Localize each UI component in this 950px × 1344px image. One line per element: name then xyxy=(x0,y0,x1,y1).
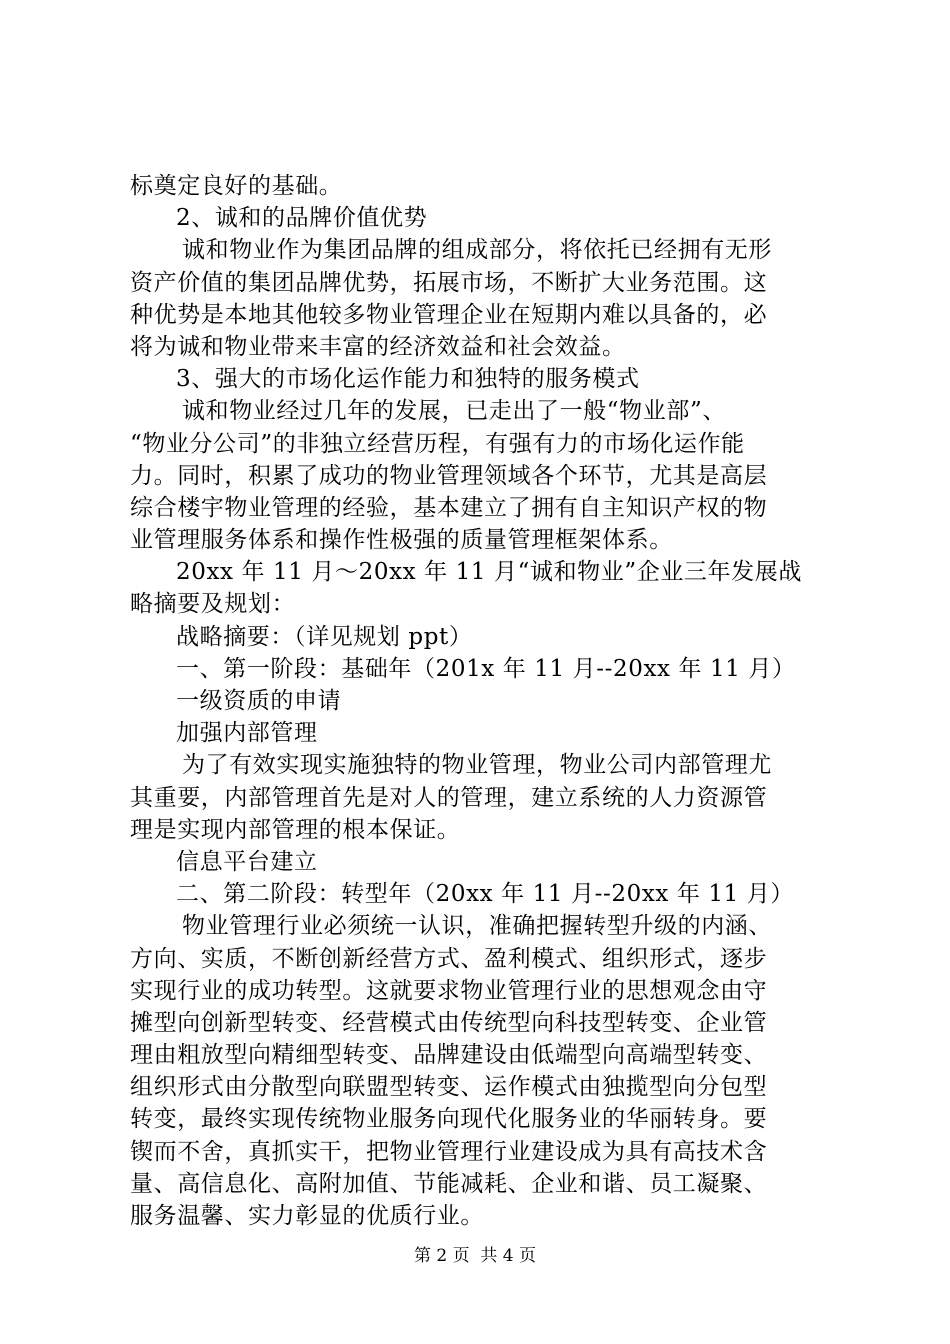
text-line: 资产价值的集团品牌优势，拓展市场，不断扩大业务范围。这 xyxy=(130,269,768,296)
text-line: 组织形式由分散型向联盟型转变、运作模式由独揽型向分包型 xyxy=(130,1074,768,1101)
text-line: 理是实现内部管理的根本保证。 xyxy=(130,816,461,843)
text-line: 力。同时，积累了成功的物业管理领域各个环节，尤其是高层 xyxy=(130,462,768,489)
section-heading: 一、第一阶段：基础年（201x 年 11 月--20xx 年 11 月） xyxy=(176,655,796,682)
text-line: 20xx 年 11 月～20xx 年 11 月“诚和物业”企业三年发展战 xyxy=(176,559,802,586)
text-line: 服务温馨、实力彰显的优质行业。 xyxy=(130,1203,484,1229)
text-line: 理由粗放型向精细型转变、品牌建设由低端型向高端型转变、 xyxy=(130,1042,768,1069)
text-line: “物业分公司”的非独立经营历程，有强有力的市场化运作能 xyxy=(130,430,745,457)
text-line: 信息平台建立 xyxy=(176,848,318,875)
section-heading: 3、强大的市场化运作能力和独特的服务模式 xyxy=(176,366,640,393)
text-line: 诚和物业经过几年的发展，已走出了一般“物业部”、 xyxy=(182,398,726,425)
text-line: 业管理服务体系和操作性极强的质量管理框架体系。 xyxy=(130,527,673,554)
text-line: 为了有效实现实施独特的物业管理，物业公司内部管理尤 xyxy=(182,752,772,779)
text-line: 略摘要及规划： xyxy=(130,591,296,618)
text-line: 实现行业的成功转型。这就要求物业管理行业的思想观念由守 xyxy=(130,977,768,1004)
text-line: 物业管理行业必须统一认识，准确把握转型升级的内涵、 xyxy=(182,913,772,940)
text-line: 其重要，内部管理首先是对人的管理，建立系统的人力资源管 xyxy=(130,784,768,811)
text-line: 锲而不舍，真抓实干，把物业管理行业建设成为具有高技术含 xyxy=(130,1138,768,1165)
text-line: 标奠定良好的基础。 xyxy=(130,173,343,199)
text-line: 摊型向创新型转变、经营模式由传统型向科技型转变、企业管 xyxy=(130,1009,768,1036)
document-body xyxy=(130,170,830,1232)
text-line: 转变，最终实现传统物业服务向现代化服务业的华丽转身。要 xyxy=(130,1106,768,1133)
text-line: 将为诚和物业带来丰富的经济效益和社会效益。 xyxy=(130,333,626,360)
page-footer: 第 2 页 共 4 页 xyxy=(413,1246,537,1266)
text-line: 量、高信息化、高附加值、节能减耗、企业和谐、员工凝聚、 xyxy=(130,1170,768,1197)
section-heading: 2、诚和的品牌价值优势 xyxy=(176,205,428,232)
text-line: 综合楼宇物业管理的经验，基本建立了拥有自主知识产权的物 xyxy=(130,494,768,521)
text-line: 种优势是本地其他较多物业管理企业在短期内难以具备的，必 xyxy=(130,301,768,328)
text-line: 加强内部管理 xyxy=(176,720,318,747)
text-line: 方向、实质，不断创新经营方式、盈利模式、组织形式，逐步 xyxy=(130,945,768,972)
text-line: 一级资质的申请 xyxy=(176,688,342,714)
text-line: 战略摘要：（详见规划 ppt） xyxy=(176,623,473,650)
text-line: 诚和物业作为集团品牌的组成部分，将依托已经拥有无形 xyxy=(182,237,772,264)
section-heading: 二、第二阶段：转型年（20xx 年 11 月--20xx 年 11 月） xyxy=(176,881,794,908)
